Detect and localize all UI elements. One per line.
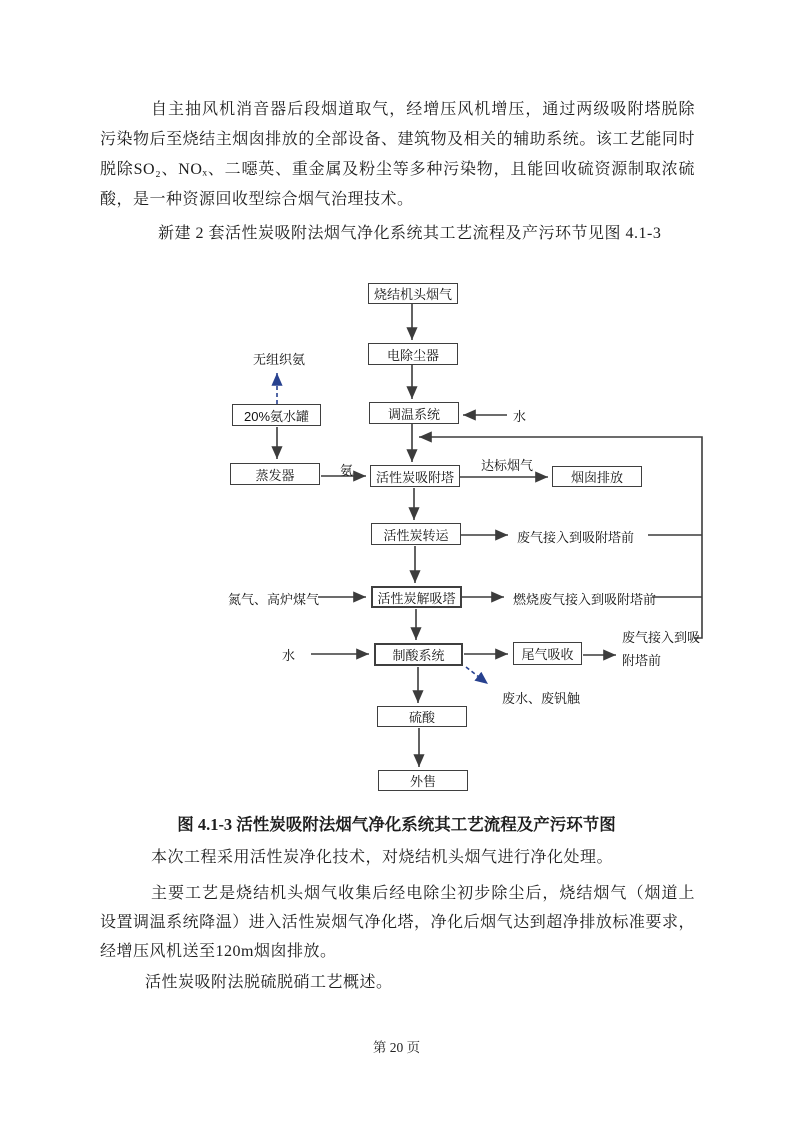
- paragraph-overview: 活性炭吸附法脱硫脱硝工艺概述。: [145, 974, 393, 991]
- flow-label-fugitive-ammonia: 无组织氨: [253, 352, 306, 367]
- flow-label-qualified-gas: 达标烟气: [481, 458, 534, 473]
- flow-label-ammonia: 氨: [340, 463, 354, 478]
- figure-caption: 图 4.1-3 活性炭吸附法烟气净化系统其工艺流程及产污环节图: [177, 815, 616, 834]
- flow-box-sinter-gas: 烧结机头烟气: [368, 283, 458, 304]
- flow-box-tail-gas-absorb: 尾气吸收: [513, 642, 582, 665]
- flow-label-water-top: 水: [513, 409, 527, 424]
- paragraph-project: 本次工程采用活性炭净化技术，对烧结机头烟气进行净化处理。: [151, 849, 614, 866]
- flow-label-nitrogen-bfg: 氮气、高炉煤气: [228, 592, 320, 607]
- flow-box-desorption-tower: 活性炭解吸塔: [371, 586, 462, 608]
- flow-box-ammonia-tank: 20%氨水罐: [232, 404, 321, 426]
- flow-label-waste-water: 废水、废钒触: [502, 691, 581, 706]
- flow-box-evaporator: 蒸发器: [230, 463, 320, 485]
- flow-box-adsorption-tower: 活性炭吸附塔: [370, 465, 460, 487]
- paragraph-figure-ref: 新建 2 套活性炭吸附法烟气净化系统其工艺流程及产污环节见图 4.1-3: [158, 225, 662, 242]
- flow-box-esp: 电除尘器: [368, 343, 458, 365]
- flow-label-burned-wastegas: 燃烧废气接入到吸附塔前: [513, 592, 657, 607]
- flow-box-carbon-transfer: 活性炭转运: [371, 523, 461, 545]
- flow-label-water-left: 水: [282, 648, 296, 663]
- flow-label-wastegas-wrapped-line2: 附塔前: [622, 653, 662, 668]
- flow-box-chimney: 烟囱排放: [552, 466, 642, 487]
- connector-acid-to-wastewater: [466, 667, 488, 684]
- flow-box-temp-system: 调温系统: [369, 402, 459, 424]
- flow-label-wastegas-wrapped: [622, 626, 700, 672]
- flow-box-sale: 外售: [378, 770, 468, 791]
- flow-label-wastegas-to-tower: 废气接入到吸附塔前: [517, 530, 635, 545]
- paragraph-process: 主要工艺是烧结机头烟气收集后经电除尘初步除尘后，烧结烟气（烟道上设置调温系统降温）进入活性炭烟气净化塔，净化后烟气达到超净排放标准要求，经增压风机送至120m烟囱排放。: [100, 885, 695, 960]
- flow-box-sulfuric-acid: 硫酸: [377, 706, 467, 727]
- flow-box-acid-system: 制酸系统: [374, 643, 463, 666]
- paragraph-intro: 自主抽风机消音器后段烟道取气，经增压风机增压，通过两级吸附塔脱除污染物后至烧结主烟囱排放的全部设备、建筑物及相关的辅助系统。该工艺能同时脱除SO₂、NOₓ、二噁英、重金属及粉尘等多种污染物，且能回收硫资源制取浓硫酸，是一种资源回收型综合烟气治理技术。: [100, 101, 695, 208]
- flow-label-wastegas-wrapped-line1: 废气接入到吸: [622, 630, 701, 645]
- page-number: 第 20 页: [372, 1040, 421, 1055]
